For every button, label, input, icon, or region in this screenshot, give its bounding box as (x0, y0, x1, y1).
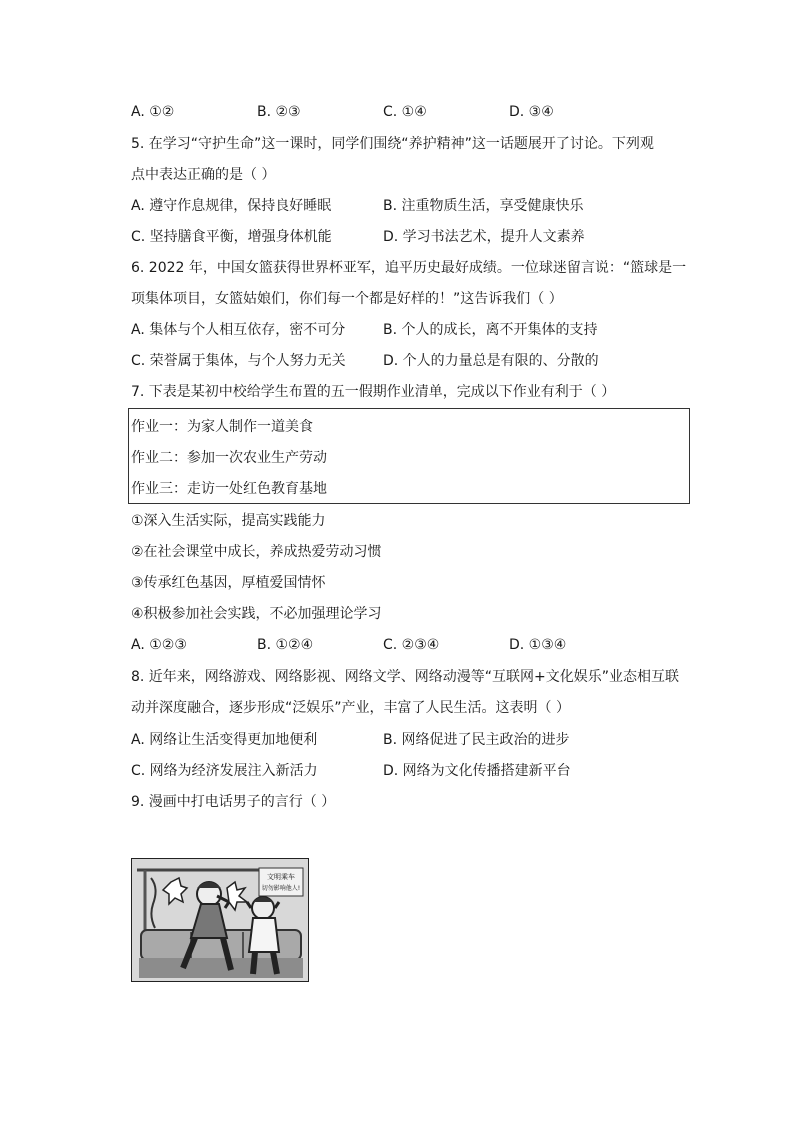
q4-option-c[interactable]: C. ①④ (383, 104, 427, 120)
q8-options-row2 (131, 761, 691, 781)
q7-table-row-1: 作业一：为家人制作一道美食 (131, 419, 313, 435)
q5-options-row2 (131, 227, 691, 247)
q4-option-d[interactable]: D. ③④ (509, 104, 554, 120)
cartoon-sign-line1: 文明乘车 (267, 873, 295, 881)
q7-option-a[interactable]: A. ①②③ (131, 637, 187, 653)
q6-options-row2 (131, 351, 691, 371)
q6-option-d[interactable]: D. 个人的力量总是有限的、分散的 (383, 353, 599, 369)
q8-stem-line1: 8. 近年来，网络游戏、网络影视、网络文学、网络动漫等“互联网+文化娱乐”业态相互联 (131, 669, 680, 685)
q8-option-c[interactable]: C. 网络为经济发展注入新活力 (131, 763, 318, 779)
q7-option-d[interactable]: D. ①③④ (509, 637, 567, 653)
q5-option-a[interactable]: A. 遵守作息规律，保持良好睡眠 (131, 198, 332, 214)
q4-option-b[interactable]: B. ②③ (257, 104, 301, 120)
q7-table-row-2: 作业二：参加一次农业生产劳动 (131, 450, 327, 466)
q7-options (131, 635, 691, 655)
q6-stem-line2: 项集体项目，女篮姑娘们，你们每一个都是好样的！”这告诉我们（ ） (131, 291, 563, 307)
subway-cartoon-image (131, 858, 309, 982)
q7-statement-3: ③传承红色基因，厚植爱国情怀 (131, 575, 326, 591)
q8-stem-line2: 动并深度融合，逐步形成“泛娱乐”产业，丰富了人民生活。这表明（ ） (131, 700, 570, 716)
q9-stem: 9. 漫画中打电话男子的言行（ ） (131, 794, 336, 810)
q5-option-d[interactable]: D. 学习书法艺术，提升人文素养 (383, 229, 585, 245)
q8-option-a[interactable]: A. 网络让生活变得更加地便利 (131, 732, 318, 748)
q7-stem: 7. 下表是某初中校给学生布置的五一假期作业清单，完成以下作业有利于（ ） (131, 384, 616, 400)
q6-option-a[interactable]: A. 集体与个人相互依存，密不可分 (131, 322, 346, 338)
q5-stem-line2: 点中表达正确的是（ ） (131, 167, 276, 183)
q7-statement-4: ④积极参加社会实践，不必加强理论学习 (131, 606, 382, 622)
q5-options-row1 (131, 196, 691, 216)
q8-option-b[interactable]: B. 网络促进了民主政治的进步 (383, 732, 570, 748)
q8-option-d[interactable]: D. 网络为文化传播搭建新平台 (383, 763, 571, 779)
q7-option-b[interactable]: B. ①②④ (257, 637, 314, 653)
q7-statement-2: ②在社会课堂中成长，养成热爱劳动习惯 (131, 544, 382, 560)
q7-statement-1: ①深入生活实际，提高实践能力 (131, 513, 326, 529)
q8-options-row1 (131, 730, 691, 750)
q4-option-a[interactable]: A. ①② (131, 104, 175, 120)
q7-homework-table (128, 408, 690, 504)
q5-option-b[interactable]: B. 注重物质生活，享受健康快乐 (383, 198, 584, 214)
q6-stem-line1: 6. 2022 年，中国女篮获得世界杯亚军，追平历史最好成绩。一位球迷留言说：“篮球是一 (131, 260, 687, 276)
q6-options-row1 (131, 320, 691, 340)
cartoon-sign-line2: 切勿影响他人! (261, 885, 301, 892)
q4-options (131, 102, 691, 122)
q6-option-b[interactable]: B. 个人的成长，离不开集体的支持 (383, 322, 598, 338)
q6-option-c[interactable]: C. 荣誉属于集体，与个人努力无关 (131, 353, 346, 369)
q5-stem-line1: 5. 在学习“守护生命”这一课时，同学们围绕“养护精神”这一话题展开了讨论。下列观 (131, 136, 654, 152)
q7-option-c[interactable]: C. ②③④ (383, 637, 440, 653)
q7-table-row-3: 作业三：走访一处红色教育基地 (131, 481, 327, 497)
q5-option-c[interactable]: C. 坚持膳食平衡，增强身体机能 (131, 229, 332, 245)
